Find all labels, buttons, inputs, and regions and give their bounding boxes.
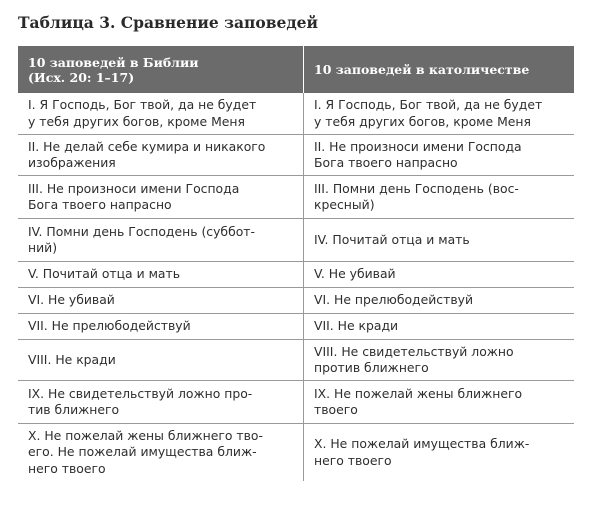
table-row: [18, 288, 574, 314]
cell-bible: IX. Не свидетельствуй ложно про- тив ближнего: [18, 381, 304, 423]
cell-bible: VIII. Не кради: [18, 340, 304, 380]
cell-catholic: IV. Почитай отца и мать: [314, 231, 470, 247]
commandments-table: [18, 46, 574, 481]
cell-catholic: II. Не произноси имени Господа Бога твоего напрасно: [314, 138, 522, 170]
cell-bible: III. Не произноси имени Господа Бога твоего напрасно: [18, 176, 304, 218]
table-row: [18, 93, 574, 135]
cell-catholic: VI. Не прелюбодействуй: [314, 292, 474, 308]
cell-bible: IV. Помни день Господень (суббот- ний): [18, 219, 304, 261]
cell-catholic: VIII. Не свидетельствуй ложно против ближнего: [314, 343, 514, 375]
cell-bible: II. Не делай себе кумира и никакого изображения: [18, 135, 304, 175]
table-row: [18, 176, 574, 219]
table-row: [18, 219, 574, 262]
table-row: [18, 314, 574, 340]
table-row: [18, 135, 574, 176]
cell-catholic: VII. Не кради: [314, 318, 399, 334]
cell-catholic: I. Я Господь, Бог твой, да не будет у тебя других богов, кроме Меня: [314, 97, 543, 129]
cell-bible: VI. Не убивай: [18, 288, 304, 313]
table-row: [18, 381, 574, 424]
table-row: [18, 262, 574, 288]
table-caption: Таблица 3. Сравнение заповедей: [18, 13, 319, 32]
cell-bible: X. Не пожелай жены ближнего тво- его. Не пожелай имущества ближ- него твоего: [18, 424, 304, 481]
table-row: [18, 340, 574, 381]
header-catholic: 10 заповедей в католичестве: [314, 62, 530, 77]
table-header: [18, 46, 574, 93]
cell-catholic: III. Помни день Господень (вос- кресный): [314, 180, 519, 212]
cell-bible: I. Я Господь, Бог твой, да не будет у тебя других богов, кроме Меня: [18, 93, 304, 134]
cell-catholic: IX. Не пожелай жены ближнего твоего: [314, 385, 523, 417]
cell-catholic: V. Не убивай: [314, 266, 396, 282]
table-row: [18, 424, 574, 481]
header-bible: 10 заповедей в Библии (Исх. 20: 1–17): [18, 46, 304, 93]
cell-bible: V. Почитай отца и мать: [18, 262, 304, 287]
cell-bible: VII. Не прелюбодействуй: [18, 314, 304, 339]
cell-catholic: X. Не пожелай имущества ближ- него твоего: [314, 436, 530, 468]
